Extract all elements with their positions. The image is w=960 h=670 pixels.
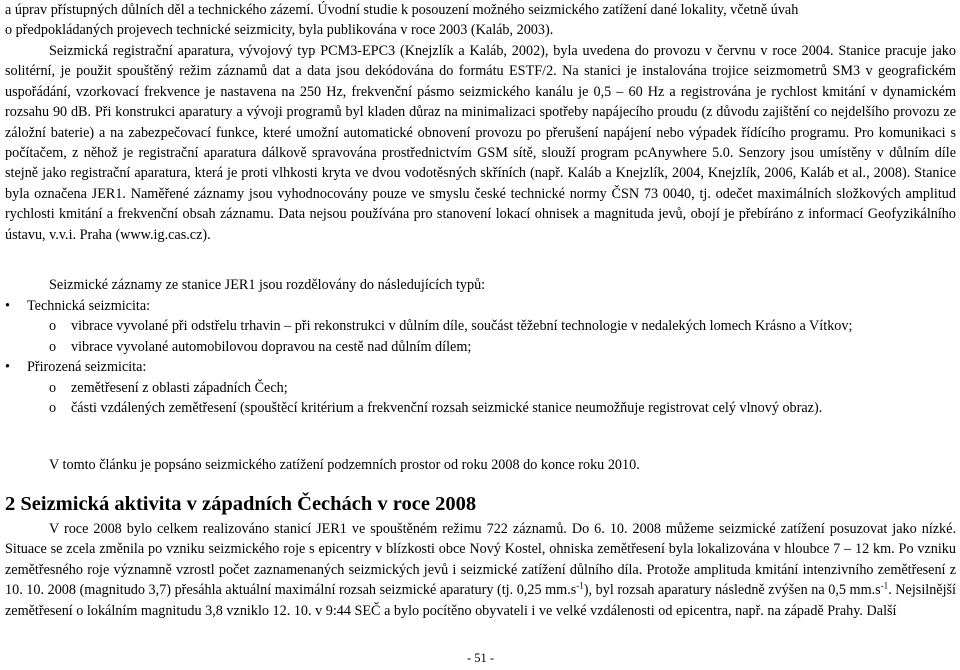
paragraph-text-part-1: V roce 2008 bylo celkem realizováno stanicí JER1 ve spouštěném režimu 722 záznamů. Do 6. 10. 2008 můžeme seizmické zatížení posuzovat jako nízké. Situace se zcela změnila po vzniku seizmického roje s epicentry v blízkosti obce Nový Kostel, ohniska zemětřesení byla lokalizována v hloubce 7 – 12 km. Po vzniku zemětřesného roje významně vzrostl počet zaznamenaných seizmických jevů i seizmické zatížení důlního díla. Protože amplituda kmitání intenzivního zemětřesení z 10. 10. 2008 (magnitudo 3,7) přesáhla aktuální maximální rozsah seizmické aparatury (tj. 0,25 mm.s [5,521,956,599]
paragraph-text-part-2: ), byl rozsah aparatury následně zvýšen na 0,5 mm.s [583,582,881,599]
paragraph-text-part-3: . Nejsilnější zemětřesení o lokálním magnitudu 3,8 vzniklo 12. 10. v 9:44 SEČ a bylo pocítěno obyvateli i ve velké vzdálenosti od epicentra, např. na západě Prahy. Další [5,582,956,619]
bullet-icon: • [5,359,10,376]
category-label: Přirozená seizmicita: [27,359,147,376]
apparatus-paragraph: Seizmická registrační aparatura, vývojový typ PCM3-EPC3 (Knejzlík a Kaláb, 2002), byla uvedena do provozu v červnu v roce 2004. Stanice pracuje jako solitérní, je použit spouštěný režim záznamů dat a data jsou dekódována do formátu ESTF/2. Na stanici je instalována trojice seizmometrů SM3 v geografickém uspořádání, vzorkovací frekvence je nastavena na 250 Hz, frekvenční pásmo seizmického kanálu je 0,5 – 60 Hz a registrována je rychlost kmitání v dynamickém rozsahu 90 dB. Při konstrukci aparatury a vývoji programů byl kladen důraz na minimalizaci spotřeby napájecího proudu (z důvodu zajištění co nejdelšího provozu ze záložní baterie) a na zabezpečovací funkce, které umožní automatické obnovení provozu po přerušení napájení nebo výpadek řídícího programu. Pro komunikaci s počítačem, z něhož je registrační aparatura dálkově spravována prostřednictvím GSM sítě, slouží program pcAnywhere 5.0. Senzory jsou umístěny v důlním díle stejně jako registrační aparatura, která je proti vlhkosti kryta ve dvou vodotěsných skříních (např. Kaláb a Knejzlík, 2004, Knejzlík, 2006, Kaláb et al., 2008). Stanice byla označena JER1. Naměřené záznamy jsou vyhodnocovány pouze ve smyslu české technické normy ČSN 73 0040, tj. odečet maximálních složkových amplitud rychlosti kmitání a frekvenční obsah záznamu. Data nejsou používána pro stanovení lokací ohnisek a magnituda jevů, obojí je přebíráno z informací Geofyzikálního ústavu, v.v.i. Praha (www.ig.cas.cz). [5,43,956,243]
page-number: - 51 - [466,651,495,665]
sub-bullet-icon: o [49,379,57,396]
list-item [5,316,956,336]
category-label: Technická seizmicita: [27,298,151,314]
list-item-text: zemětřesení z oblasti západních Čech; [71,379,288,396]
list-item [5,398,956,418]
sub-bullet-icon: o [49,338,57,355]
intro-line-2: o předpokládaných projevech technické seizmicity, byla publikována v roce 2003 (Kaláb, 2003). [5,22,554,39]
section-heading: 2 Seizmická aktivita v západních Čechách v roce 2008 [5,493,477,515]
seismic-2008-paragraph [5,519,956,621]
record-types-list [5,296,956,418]
record-types-intro: Seizmické záznamy ze stanice JER1 jsou rozdělovány do následujících typů: [49,277,486,293]
unit-exponent: -1 [880,580,889,591]
list-item-text: části vzdálených zemětřesení (spouštěcí kritérium a frekvenční rozsah seizmické stanice neumožňuje registrovat celý vlnový obraz). [71,400,823,417]
category-natural [5,357,956,377]
list-item-text: vibrace vyvolané při odstřelu trhavin – při rekonstrukci v důlním díle, součást těžební technologie v nedalekých lomech Krásno a Vítkov; [71,318,853,335]
list-item [5,378,956,398]
sub-bullet-icon: o [49,318,57,335]
sub-bullet-icon: o [49,400,57,417]
unit-exponent: -1 [576,580,584,591]
category-technical [5,296,956,316]
bullet-icon: • [5,298,10,314]
intro-line-1: a úprav přístupných důlních děl a technického zázemí. Úvodní studie k posouzení možného seizmického zatížení dané lokality, včetně úvah [5,2,799,18]
article-scope-paragraph: V tomto článku je popsáno seizmického zatížení podzemních prostor od roku 2008 do konce roku 2010. [49,457,640,473]
intro-paragraph [5,0,956,41]
list-item-text: vibrace vyvolané automobilovou dopravou na cestě nad důlním dílem; [71,338,472,355]
list-item [5,337,956,357]
